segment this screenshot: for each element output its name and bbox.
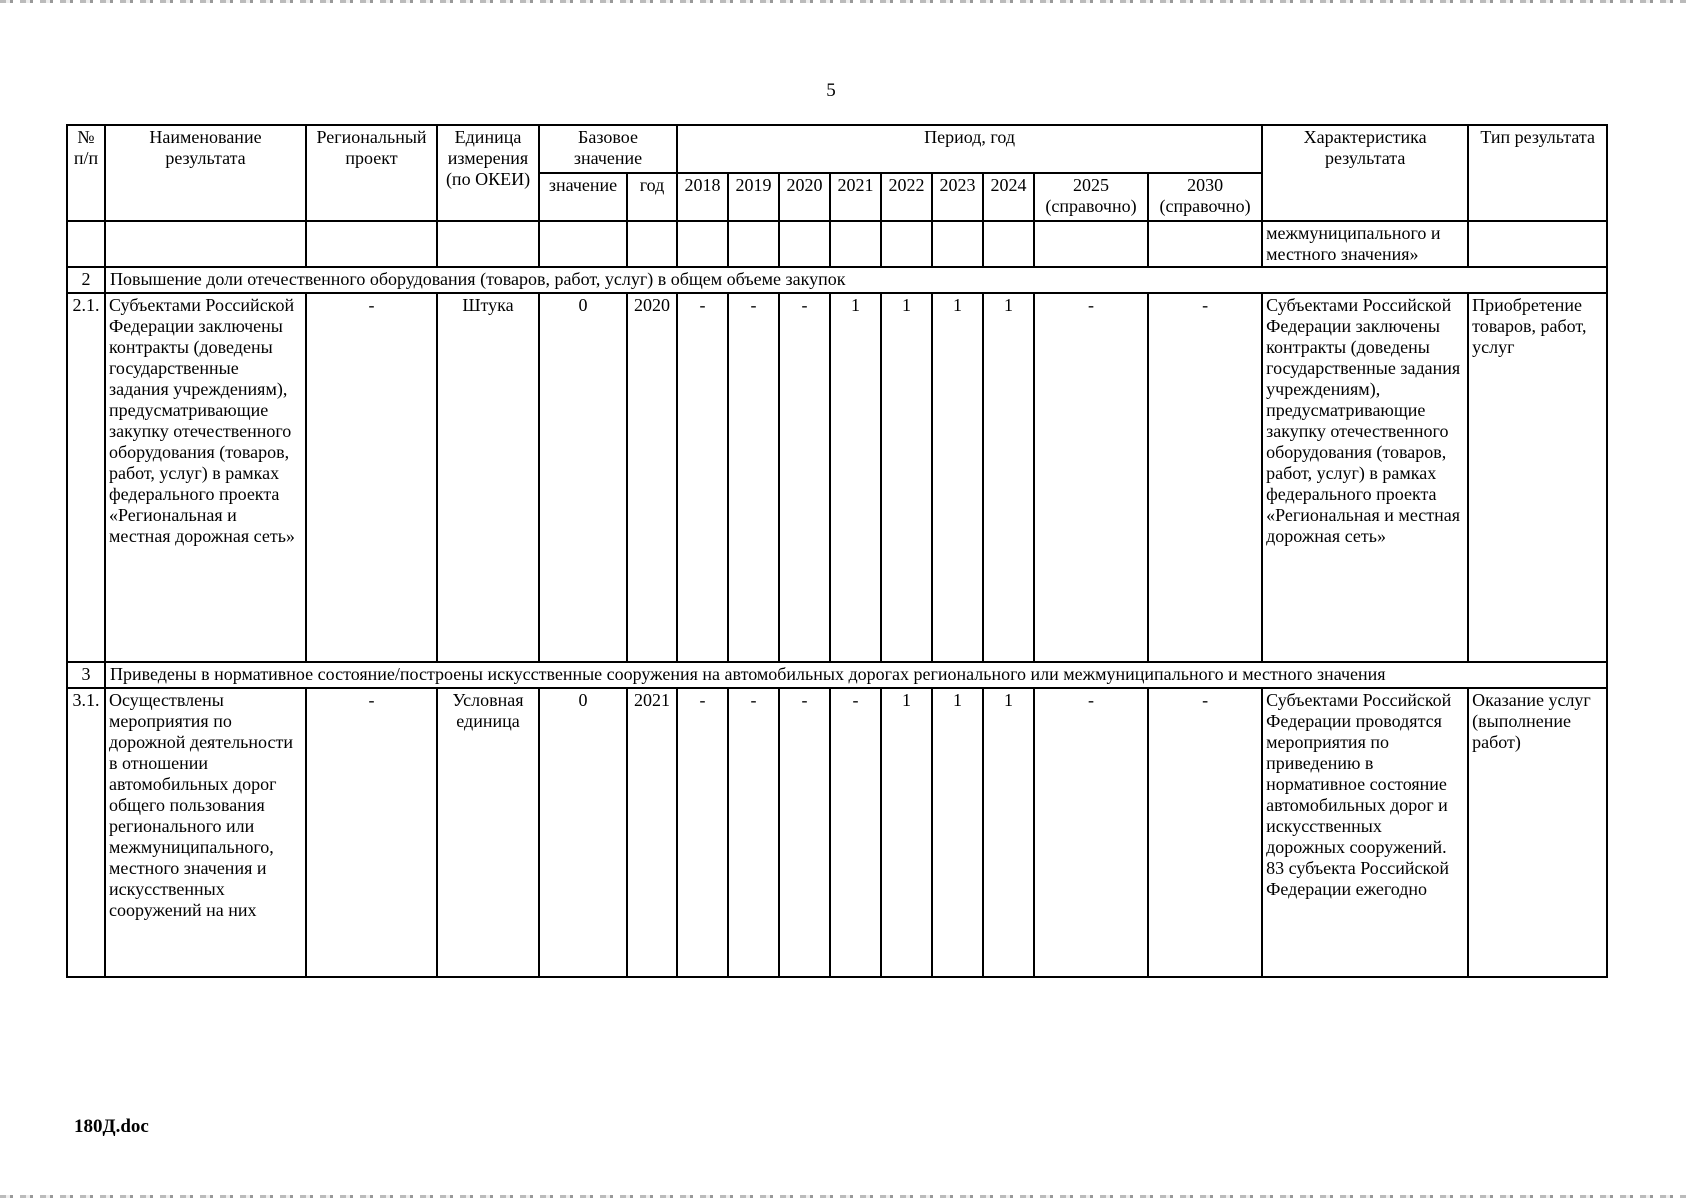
header-unit: Единица измерения (по ОКЕИ) <box>437 125 539 221</box>
row-base-year: 2020 <box>627 293 677 662</box>
row-num: 2.1. <box>67 293 105 662</box>
section-num: 3 <box>67 662 105 688</box>
cell <box>983 221 1034 267</box>
cell <box>932 221 983 267</box>
header-base-value-value: значение <box>539 173 627 221</box>
row-characteristic: Субъектами Российской Федерации проводятся мероприятия по приведению в нормативное состояние автомобильных дорог и искусственных дорожных сооружений. 83 субъекта Российской Федерации ежегодно <box>1262 688 1468 977</box>
row-type: Приобретение товаров, работ, услуг <box>1468 293 1607 662</box>
row-year-2020: - <box>779 293 830 662</box>
row-year-2030: - <box>1148 293 1262 662</box>
document-filename: 180Д.doc <box>74 1116 149 1137</box>
row-type: Оказание услуг (выполнение работ) <box>1468 688 1607 977</box>
cell <box>437 221 539 267</box>
row-year-2021: 1 <box>830 293 881 662</box>
continuation-characteristic: межмуниципального и местного значения» <box>1262 221 1468 267</box>
header-year-2030: 2030 (справочно) <box>1148 173 1262 221</box>
scan-edge-bottom <box>0 1195 1686 1198</box>
row-base-value: 0 <box>539 688 627 977</box>
row-year-2025: - <box>1034 293 1148 662</box>
row-year-2018: - <box>677 293 728 662</box>
header-year-2024: 2024 <box>983 173 1034 221</box>
row-year-2019: - <box>728 293 779 662</box>
row-base-value: 0 <box>539 293 627 662</box>
row-name: Осуществлены мероприятия по дорожной деятельности в отношении автомобильных дорог общего пользования регионального или межмуниципального, местного значения и искусственных сооружений на них <box>105 688 306 977</box>
row-base-year: 2021 <box>627 688 677 977</box>
scan-edge-top <box>0 0 1686 3</box>
header-year-2020: 2020 <box>779 173 830 221</box>
row-year-2022: 1 <box>881 293 932 662</box>
row-year-2023: 1 <box>932 293 983 662</box>
row-characteristic: Субъектами Российской Федерации заключены контракты (доведены государственные задания учреждениям), предусматривающие закупку отечественного оборудования (товаров, работ, услуг) в рамках федерального проекта «Региональная и местная дорожная сеть» <box>1262 293 1468 662</box>
cell <box>306 221 437 267</box>
header-year-2025: 2025 (справочно) <box>1034 173 1148 221</box>
header-year-2018: 2018 <box>677 173 728 221</box>
row-year-2018: - <box>677 688 728 977</box>
row-year-2024: 1 <box>983 293 1034 662</box>
section-title: Повышение доли отечественного оборудования (товаров, работ, услуг) в общем объеме закупок <box>105 267 1607 293</box>
header-year-2022: 2022 <box>881 173 932 221</box>
section-num: 2 <box>67 267 105 293</box>
row-unit: Условная единица <box>437 688 539 977</box>
header-period: Период, год <box>677 125 1262 173</box>
section-row-3 <box>67 662 1607 688</box>
row-year-2019: - <box>728 688 779 977</box>
cell <box>881 221 932 267</box>
row-regional-project: - <box>306 688 437 977</box>
row-year-2021: - <box>830 688 881 977</box>
header-type: Тип результата <box>1468 125 1607 221</box>
row-year-2030: - <box>1148 688 1262 977</box>
header-year-2021: 2021 <box>830 173 881 221</box>
results-table <box>66 124 1608 978</box>
header-characteristic: Характеристика результата <box>1262 125 1468 221</box>
cell <box>539 221 627 267</box>
table-row <box>67 688 1607 977</box>
cell <box>779 221 830 267</box>
row-regional-project: - <box>306 293 437 662</box>
section-title: Приведены в нормативное состояние/построены искусственные сооружения на автомобильных дорогах регионального или межмуниципального и местного значения <box>105 662 1607 688</box>
cell <box>67 221 105 267</box>
header-name: Наименование результата <box>105 125 306 221</box>
continuation-row <box>67 221 1607 267</box>
header-base-value-year: год <box>627 173 677 221</box>
header-year-2019: 2019 <box>728 173 779 221</box>
cell <box>677 221 728 267</box>
header-year-2023: 2023 <box>932 173 983 221</box>
row-year-2022: 1 <box>881 688 932 977</box>
cell <box>830 221 881 267</box>
row-year-2023: 1 <box>932 688 983 977</box>
page-number: 5 <box>826 80 836 101</box>
cell <box>1148 221 1262 267</box>
header-row-1 <box>67 125 1607 173</box>
header-base-value: Базовое значение <box>539 125 677 173</box>
cell <box>728 221 779 267</box>
table-row <box>67 293 1607 662</box>
row-name: Субъектами Российской Федерации заключены контракты (доведены государственные задания учреждениям), предусматривающие закупку отечественного оборудования (товаров, работ, услуг) в рамках федерального проекта «Региональная и местная дорожная сеть» <box>105 293 306 662</box>
header-num: № п/п <box>67 125 105 221</box>
row-year-2024: 1 <box>983 688 1034 977</box>
cell <box>627 221 677 267</box>
row-unit: Штука <box>437 293 539 662</box>
cell <box>1034 221 1148 267</box>
section-row-2 <box>67 267 1607 293</box>
cell <box>105 221 306 267</box>
row-num: 3.1. <box>67 688 105 977</box>
row-year-2025: - <box>1034 688 1148 977</box>
cell <box>1468 221 1607 267</box>
row-year-2020: - <box>779 688 830 977</box>
header-regional-project: Региональный проект <box>306 125 437 221</box>
